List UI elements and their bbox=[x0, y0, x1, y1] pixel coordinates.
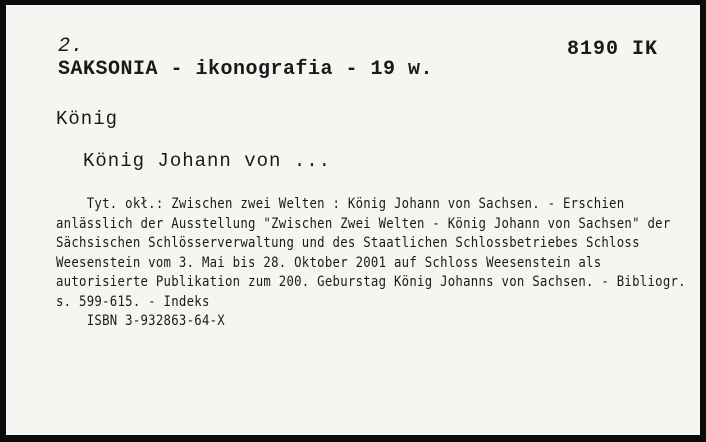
title-heading: König Johann von ... bbox=[83, 150, 332, 172]
description-line: autorisierte Publikation zum 200. Geburstag König Johanns von Sachsen. - Bibliogr. bbox=[56, 274, 686, 290]
card-number: 2. bbox=[58, 35, 85, 58]
subject-heading: SAKSONIA - ikonografia - 19 w. bbox=[58, 58, 434, 81]
catalog-card bbox=[6, 5, 700, 435]
description-line: s. 599-615. - Indeks bbox=[56, 293, 210, 310]
isbn-line: ISBN 3-932863-64-X bbox=[56, 313, 226, 329]
author-heading: König bbox=[56, 108, 119, 130]
call-number: 8190 IK bbox=[567, 38, 659, 61]
description-line: anlässlich der Ausstellung "Zwischen Zwei Welten - König Johann von Sachsen" der bbox=[56, 215, 671, 232]
description-line: Weesenstein vom 3. Mai bis 28. Oktober 2001 auf Schloss Weesenstein als bbox=[56, 254, 602, 271]
description-line: Tyt. okł.: Zwischen zwei Welten : König Johann von Sachsen. - Erschien bbox=[56, 196, 625, 212]
description-line: Sächsischen Schlösserverwaltung und des Staatlichen Schlossbetriebes Schloss bbox=[56, 235, 640, 251]
description-block bbox=[56, 195, 686, 332]
